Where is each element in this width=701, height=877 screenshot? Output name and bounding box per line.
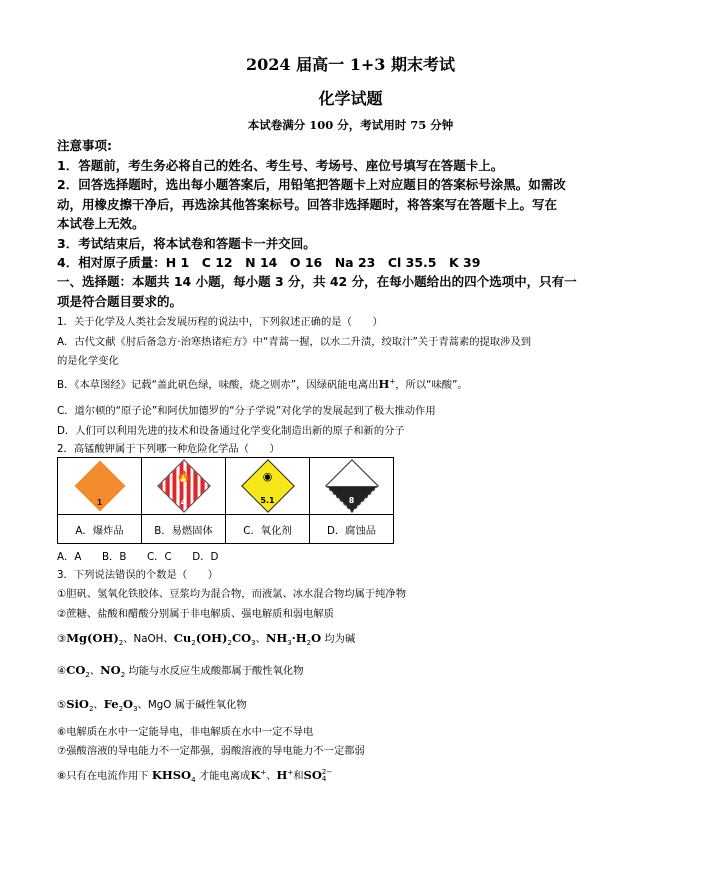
- formula: NO: [100, 663, 121, 677]
- formula: SiO: [66, 697, 89, 711]
- text: 、: [266, 770, 277, 782]
- hazard-label-c: C．氧化剂: [226, 515, 310, 544]
- text: ⑧只有在电流作用下: [57, 770, 152, 782]
- hazard-cell-corrosive: [310, 458, 394, 515]
- ion-charge: +: [389, 377, 396, 386]
- formula: KHSO: [151, 768, 192, 782]
- subscript: 4: [191, 776, 196, 785]
- hazard-label-a: A．爆炸品: [58, 515, 142, 544]
- hazard-class-number: 5.1: [260, 496, 275, 505]
- exam-title: 2024 届高一 1+3 期末考试: [246, 55, 455, 74]
- ion: SO: [303, 768, 322, 782]
- subscript: 3: [251, 639, 256, 648]
- q3-statement-7: ⑦强酸溶液的导电能力不一定都强，弱酸溶液的导电能力不一定都弱: [57, 745, 365, 757]
- formula: NH: [265, 631, 288, 645]
- subscript: 4: [321, 775, 327, 783]
- q3-statement-5: [57, 696, 247, 714]
- subscript: 2: [120, 671, 126, 680]
- formula: ·H: [291, 631, 307, 645]
- note-3: 3．考试结束后，将本试卷和答题卡一并交回。: [57, 236, 316, 251]
- q3-statement-3: [57, 630, 356, 648]
- q3-statement-4: [57, 662, 304, 680]
- exam-meta: 本试卷满分 100 分，考试用时 75 分钟: [247, 118, 454, 132]
- q1-option-d: D．人们可以利用先进的技术和设备通过化学变化制造出新的原子和新的分子: [57, 425, 405, 437]
- formula: Fe: [103, 697, 119, 711]
- hazard-label-d: D．腐蚀品: [310, 515, 394, 544]
- text: 、: [255, 633, 266, 645]
- note-2-end: 本试卷上无效。: [57, 216, 145, 231]
- text: 和: [293, 770, 304, 782]
- subscript: 2: [191, 639, 196, 648]
- hazard-class-number: 4: [180, 498, 187, 507]
- formula: O: [123, 697, 134, 711]
- q1-option-a-cont: 的是化学变化: [57, 355, 119, 367]
- formula: CO: [231, 631, 252, 645]
- note-2: 2．回答选择题时，选出每小题答案后，用铅笔把答题卡上对应题目的答案标号涂黑。如需改: [57, 177, 566, 192]
- text: 、MgO 属于碱性氧化物: [137, 699, 247, 711]
- text: 均能与水反应生成酸都属于酸性氧化物: [125, 665, 304, 677]
- formula: O: [311, 631, 322, 645]
- text: 、: [93, 699, 104, 711]
- hazard-sign-table: [57, 457, 394, 544]
- subscript: 2: [118, 705, 124, 714]
- ion-charge: +: [287, 768, 294, 777]
- q1-option-b-tail: ，所以“味酸”。: [395, 379, 468, 391]
- section-1-intro-cont: 项是符合题目要求的。: [57, 294, 183, 309]
- subscript: 2: [118, 639, 124, 648]
- subscript: 2: [306, 639, 312, 648]
- ion: H: [276, 768, 288, 782]
- subscript: 3: [287, 639, 292, 648]
- hazard-cell-oxidizer: [226, 458, 310, 515]
- hazard-cell-flammable: [142, 458, 226, 515]
- q3-statement-1: ①胆矾、氢氧化铁胶体、豆浆均为混合物，而液氯、冰水混合物均属于纯净物: [57, 588, 407, 600]
- q1-stem: 1．关于化学及人类社会发展历程的说法中，下列叙述正确的是（ ）: [57, 316, 383, 328]
- q3-statement-8: [57, 767, 332, 783]
- formula: Cu: [173, 631, 192, 645]
- formula: CO: [66, 663, 86, 677]
- ion-charge: +: [260, 768, 267, 777]
- subscript: 2: [85, 671, 90, 680]
- statement-number: ③: [57, 633, 67, 645]
- h-ion: H: [378, 377, 390, 391]
- q3-statement-6: ⑥电解质在水中一定能导电，非电解质在水中一定不导电: [57, 726, 314, 738]
- notes-heading: 注意事项:: [57, 138, 112, 153]
- q1-option-b: [57, 376, 468, 391]
- q2-choices: A．A B．B C．C D．D: [57, 551, 219, 563]
- subject-title: 化学试题: [318, 89, 383, 108]
- subscript: 2: [88, 705, 94, 714]
- text: 、NaOH、: [123, 633, 174, 645]
- q1-option-a: A．古代文献《肘后备急方·治寒热诸疟方》中“青蒿一握，以水二升渍，绞取汁”关于青蒿素的提取涉及到: [57, 336, 532, 348]
- hazard-class-number: 1: [96, 498, 103, 507]
- note-1: 1．答题前，考生务必将自己的姓名、考生号、考场号、座位号填写在答题卡上。: [57, 158, 504, 173]
- subscript: 2: [227, 639, 232, 648]
- text: 才能电离成: [195, 770, 251, 782]
- note-2-cont: 动，用橡皮擦干净后，再选涂其他答案标号。回答非选择题时，将答案写在答题卡上。写在: [57, 197, 558, 212]
- q3-stem: 3．下列说法错误的个数是（ ）: [57, 569, 219, 581]
- statement-number: ④: [57, 665, 67, 677]
- hazard-class-number: 8: [348, 496, 355, 505]
- note-4: 4．相对原子质量：H 1 C 12 N 14 O 16 Na 23 Cl 35.5 K 39: [57, 255, 481, 270]
- formula: (OH): [195, 631, 228, 645]
- q2-stem: 2．高锰酸钾属于下列哪一种危险化学品（ ）: [57, 443, 280, 455]
- ion: K: [250, 768, 261, 782]
- hazard-cell-explosive: [58, 458, 142, 515]
- statement-number: ⑤: [57, 699, 67, 711]
- section-1-intro: 一、选择题：本题共 14 小题，每小题 3 分，共 42 分，在每小题给出的四个选项中，只有一: [57, 274, 577, 289]
- flame-over-circle-icon: ◉: [262, 470, 273, 483]
- q3-statement-2: ②蔗糖、盐酸和醋酸分别属于非电解质、强电解质和弱电解质: [57, 608, 334, 620]
- text: 均为碱: [321, 633, 356, 645]
- hazard-label-b: B．易燃固体: [142, 515, 226, 544]
- q1-option-b-text: B．《本草图经》记载“盖此矾色绿，味酸，烧之则赤”，因绿矾能电离出: [57, 379, 379, 391]
- formula: Mg(OH): [66, 631, 119, 645]
- ion-charge: 2−: [321, 768, 333, 776]
- flame-icon: 🔥: [176, 470, 191, 483]
- q1-option-c: C．道尔顿的“原子论”和阿伏加德罗的“分子学说”对化学的发展起到了极大推动作用: [57, 405, 436, 417]
- text: 、: [89, 665, 101, 677]
- subscript: 3: [133, 705, 138, 714]
